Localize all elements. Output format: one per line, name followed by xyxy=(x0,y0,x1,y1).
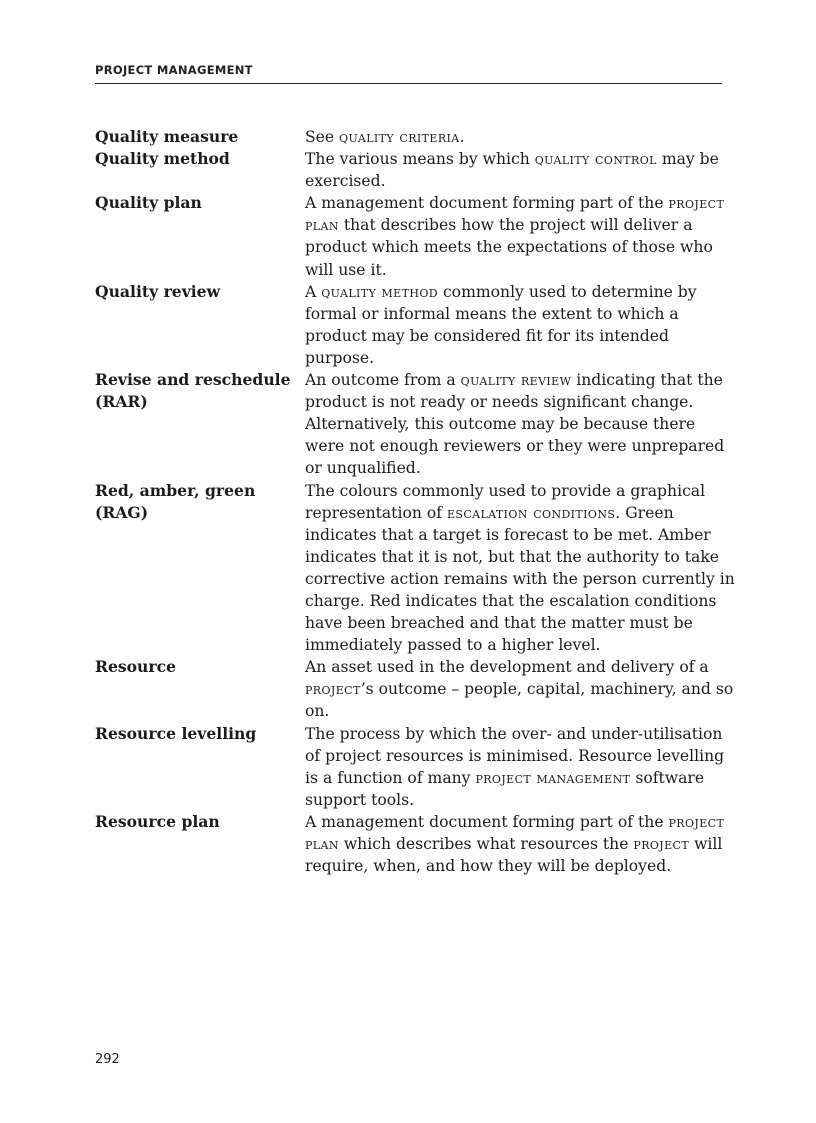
page-number: 292 xyxy=(95,1052,120,1067)
glossary-term: Quality plan xyxy=(95,193,202,213)
definition-text: . xyxy=(459,128,465,146)
cross-reference: project xyxy=(305,680,361,699)
cross-reference: project management xyxy=(475,768,631,787)
definition-text: A xyxy=(305,282,322,301)
cross-reference: escalation conditions xyxy=(446,503,616,522)
glossary-term: Resource plan xyxy=(95,811,220,831)
glossary-entry xyxy=(95,192,735,280)
definition-text: An asset used in the development and delivery of a xyxy=(305,658,709,677)
glossary-list xyxy=(95,126,735,877)
glossary-entry xyxy=(95,480,735,657)
glossary-entry xyxy=(95,148,735,192)
glossary-term: Resource levelling xyxy=(95,723,257,743)
definition-text: An outcome from a xyxy=(305,371,461,390)
definition-text: software support tools. xyxy=(305,768,705,809)
glossary-entry xyxy=(95,369,735,479)
glossary-definition xyxy=(305,656,735,722)
cross-reference: quality criteria xyxy=(339,128,460,146)
definition-text: will require, when, and how they will be deployed. xyxy=(305,835,723,876)
definition-text: The various means by which xyxy=(305,150,535,169)
glossary-definition xyxy=(305,192,735,280)
definition-text: See xyxy=(305,128,340,146)
definition-text: indicating that the product is not ready or needs significant change. Alternatively, this outcome may be because there were not enough reviewers or they were unprepared or unqualified. xyxy=(305,371,725,478)
cross-reference: quality method xyxy=(321,282,438,301)
glossary-definition xyxy=(305,281,735,369)
definition-text: which describes what resources the xyxy=(338,835,634,853)
definition-text: commonly used to determine by formal or informal means the extent to which a product may be considered fit for its intended purpose. xyxy=(305,282,697,367)
definition-text: A management document forming part of the xyxy=(305,194,669,213)
cross-reference: project xyxy=(633,835,690,853)
running-head: PROJECT MANAGEMENT xyxy=(95,63,722,84)
cross-reference: quality control xyxy=(534,150,657,169)
glossary-term: Red, amber, green (RAG) xyxy=(95,480,256,522)
glossary-definition xyxy=(305,723,735,811)
cross-reference: project plan xyxy=(305,194,725,235)
cross-reference: project plan xyxy=(305,812,725,853)
definition-text: ’s outcome – people, capital, machinery, and so on. xyxy=(305,680,734,721)
cross-reference: quality review xyxy=(460,371,572,390)
glossary-term: Quality review xyxy=(95,281,221,301)
glossary-term: Revise and reschedule (RAR) xyxy=(95,370,291,412)
definition-text: . Green indicates that a target is forecast to be met. Amber indicates that it is not, but that the authority to take corrective action remains with the person currently in charge. Red indicates that the escalation conditions have been breached and that the matter must be immediately passed to a higher level. xyxy=(305,503,735,655)
glossary-entry xyxy=(95,281,735,369)
definition-text: The process by which the over- and under-utilisation of project resources is minimised. Resource levelling is a function of many xyxy=(305,724,725,787)
definition-text: that describes how the project will deliver a product which meets the expectations of those who will use it. xyxy=(305,216,713,279)
glossary-definition xyxy=(305,480,735,657)
glossary-entry xyxy=(95,723,735,811)
definition-text: may be exercised. xyxy=(305,150,719,191)
glossary-definition xyxy=(305,811,735,877)
glossary-definition xyxy=(305,369,735,479)
glossary-term: Resource xyxy=(95,657,177,677)
glossary-definition xyxy=(305,126,735,148)
glossary-term: Quality method xyxy=(95,149,230,169)
glossary-entry xyxy=(95,656,735,722)
glossary-term: Quality measure xyxy=(95,127,239,146)
definition-text: A management document forming part of the xyxy=(305,812,669,831)
glossary-entry xyxy=(95,126,735,148)
definition-text: The colours commonly used to provide a graphical representation of xyxy=(305,481,706,522)
glossary-entry xyxy=(95,811,735,877)
glossary-definition xyxy=(305,148,735,192)
